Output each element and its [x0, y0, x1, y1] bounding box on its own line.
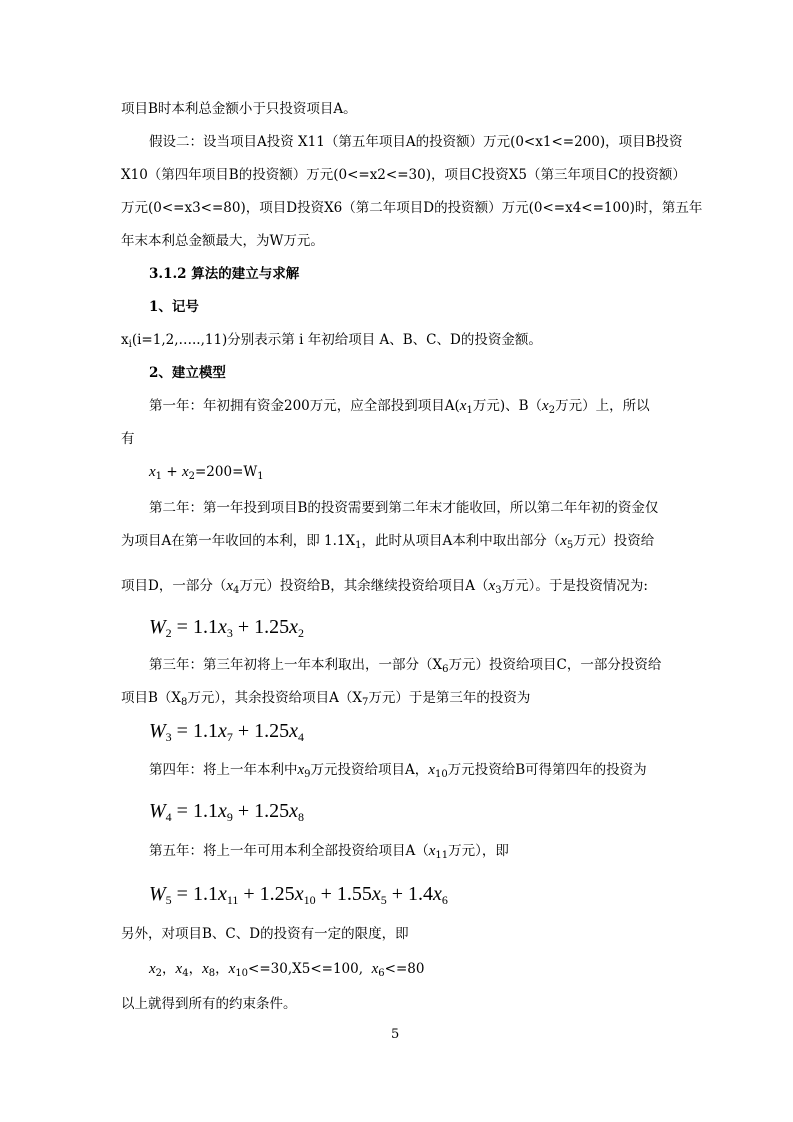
text-line: 第四年：将上一年本利中$x_9$万元投资给项目A，$x_{10}$万元投资给B可得第四年的投资为	[149, 762, 647, 780]
text-line: 第二年：第一年投到项目B的投资需要到第二年末才能收回，所以第二年年初的资金仅	[149, 500, 659, 516]
text-line: 第三年：第三年初将上一年本利取出，一部分（$X_6$万元）投资给项目C，一部分投资给	[149, 657, 662, 675]
equation-w5: $W_5 = 1.1x_{11} + 1.25x_{10} + 1.55x_5 + 1.4x_6$	[149, 883, 448, 907]
text-line: 项目D，一部分（$x_4$万元）投资给B，其余继续投资给项目$A(x_3$万元）。于是投资情况为:	[121, 578, 648, 596]
subheading: 1、记号	[149, 299, 199, 315]
text-line: 有	[121, 431, 135, 447]
constraint-line: $x_2$，$x_4$，$x_8$，$x_{10}<=30,X5<=100$, $x_6<=80$	[149, 961, 425, 979]
equation-w3: $W_3 = 1.1x_7 + 1.25x_4$	[149, 720, 305, 744]
subheading: 2、建立模型	[149, 365, 226, 381]
text-line: 为项目A在第一年收回的本利，即 $1.1X_1$，此时从项目A本利中取出部分（$x_5$万元）投资给	[121, 533, 655, 551]
text-line: 另外，对项目B、C、D的投资有一定的限度，即	[121, 926, 409, 942]
text-line: 项目$B(X_8$万元），其余投资给项目$A(X_7$万元）于是第三年的投资为	[121, 690, 531, 708]
equation-w2: $W_2 = 1.1x_3 + 1.25x_2$	[149, 616, 305, 640]
text-line: 年末本利总金额最大，为W万元。	[121, 233, 324, 249]
equation-w4: $W_4 = 1.1x_9 + 1.25x_8$	[149, 800, 305, 824]
text-line: 以上就得到所有的约束条件。	[121, 996, 297, 1012]
section-heading: 3.1.2 算法的建立与求解	[149, 266, 300, 282]
page-number: 5	[391, 1027, 400, 1042]
text-line: 第一年：年初拥有资金200万元，应全部投到项目$A(x_1$万元)、$B(x_2$万元）上，所以	[149, 398, 650, 416]
text-line: 第五年：将上一年可用本利全部投资给项目$A(x_{11}$万元），即	[149, 843, 509, 861]
equation-w1: $x_1 + x_2=200=W_1$	[149, 464, 264, 482]
notation-line: $x_i(i=1,2,\dots..,11)$分别表示第 i 年初给项目 A、B、C、D的投资金额。	[121, 332, 542, 350]
text-line: 项目B时本利总金额小于只投资项目A。	[121, 101, 357, 117]
text-line: 假设二：设当项目A投资 X11（第五年项目A的投资额）万元(0<x1<=200)，项目B投资	[149, 134, 683, 150]
text-line: 万元(0<=x3<=80)，项目D投资X6（第二年项目D的投资额）万元(0<=x4<=100)时，第五年	[121, 200, 703, 216]
text-line: X10（第四年项目B的投资额）万元(0<=x2<=30)，项目C投资X5（第三年项目C的投资额）	[121, 167, 686, 183]
